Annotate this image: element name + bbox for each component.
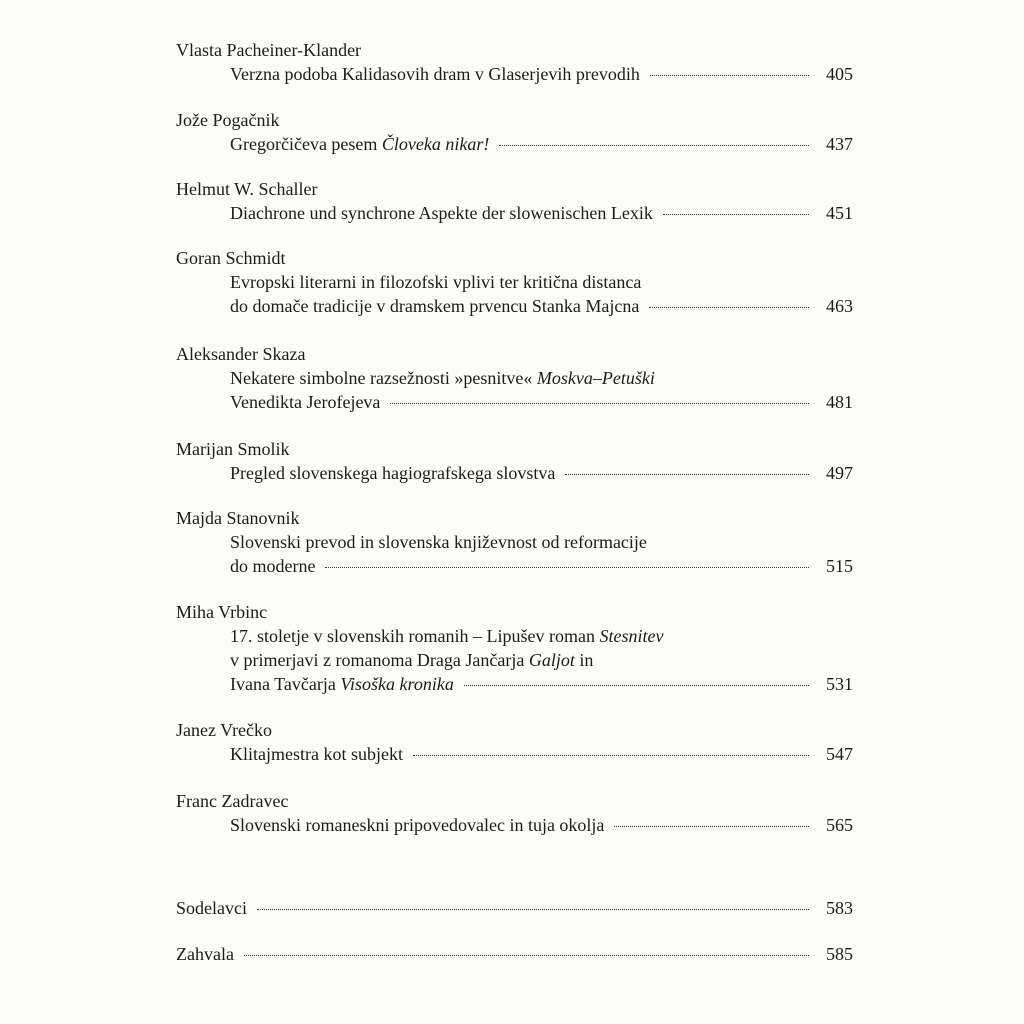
title-italic-segment: Človeka nikar! (381, 134, 490, 154)
title-segment: Ivana Tavčarja (230, 674, 341, 694)
appendix-title: Sodelavci (176, 898, 247, 918)
dot-leader (413, 755, 809, 756)
title-segment: Pregled slovenskega hagiografskega slovstva (230, 463, 556, 483)
dot-leader (499, 145, 809, 146)
appendix-row[interactable] (176, 942, 853, 966)
entry-title-row[interactable] (230, 390, 853, 414)
entry-title-row[interactable] (230, 672, 853, 696)
title-italic-segment: Stesnitev (599, 626, 664, 646)
entry-title-line (230, 461, 555, 485)
entry-title-line (230, 390, 380, 414)
page-number: 481 (826, 392, 853, 412)
entry-title-line (230, 270, 641, 294)
title-segment: Diachrone und synchrone Aspekte der slowenischen Lexik (230, 203, 653, 223)
page-number: 405 (826, 64, 853, 84)
dot-leader (464, 685, 809, 686)
title-segment: do moderne (230, 556, 316, 576)
appendix-title: Zahvala (176, 944, 234, 964)
title-segment: Slovenski prevod in slovenska književnost od reformacije (230, 532, 647, 552)
entry-author: Vlasta Pacheiner-Klander (176, 40, 362, 60)
title-segment: Nekatere simbolne razsežnosti »pesnitve« (230, 368, 537, 388)
title-segment: Klitajmestra kot subjekt (230, 744, 403, 764)
entry-title-line (230, 201, 653, 225)
entry-author: Miha Vrbinc (176, 602, 268, 622)
page-number: 463 (826, 296, 853, 316)
entry-title-row[interactable] (230, 554, 853, 578)
entry-title-line (230, 648, 593, 672)
dot-leader (244, 955, 809, 956)
entry-title-line (230, 554, 315, 578)
entry-title-line (230, 672, 454, 696)
title-segment: Slovenski romaneskni pripovedovalec in tuja okolja (230, 815, 605, 835)
title-italic-segment: Moskva–Petuški (536, 368, 655, 388)
page-number: 565 (826, 815, 853, 835)
entry-title-row[interactable] (230, 62, 853, 86)
entry-author: Franc Zadravec (176, 791, 289, 811)
entry-author: Helmut W. Schaller (176, 179, 318, 199)
entry-author: Janez Vrečko (176, 720, 273, 740)
entry-title-row[interactable] (230, 742, 853, 766)
title-segment: in (574, 650, 594, 670)
entry-title-line (230, 366, 655, 390)
title-segment: Gregorčičeva pesem (230, 134, 382, 154)
title-segment: v primerjavi z romanoma Draga Jančarja (230, 650, 529, 670)
entry-title-row[interactable] (230, 132, 853, 156)
entry-title-row[interactable] (230, 813, 853, 837)
page-number: 547 (826, 744, 853, 764)
entry-author: Jože Pogačnik (176, 110, 280, 130)
dot-leader (257, 909, 809, 910)
title-segment: Venedikta Jerofejeva (230, 392, 381, 412)
entry-author: Aleksander Skaza (176, 344, 306, 364)
page-number: 497 (826, 463, 853, 483)
page-number: 585 (826, 944, 853, 964)
dot-leader (565, 474, 809, 475)
dot-leader (325, 567, 809, 568)
page-number: 515 (826, 556, 853, 576)
title-segment: do domače tradicije v dramskem prvencu Stanka Majcna (230, 296, 640, 316)
entry-title-line (230, 624, 663, 648)
dot-leader (663, 214, 809, 215)
title-italic-segment: Galjot (528, 650, 575, 670)
appendix-row[interactable] (176, 896, 853, 920)
entry-title-line (230, 813, 604, 837)
dot-leader (390, 403, 809, 404)
entry-title-row[interactable] (230, 201, 853, 225)
title-italic-segment: Visoška kronika (340, 674, 454, 694)
entry-title-line (230, 742, 403, 766)
dot-leader (650, 75, 809, 76)
title-segment: 17. stoletje v slovenskih romanih – Lipušev roman (230, 626, 600, 646)
dot-leader (614, 826, 809, 827)
page-number: 451 (826, 203, 853, 223)
page-number: 437 (826, 134, 853, 154)
entry-author: Majda Stanovnik (176, 508, 300, 528)
title-segment: Verzna podoba Kalidasovih dram v Glaserjevih prevodih (230, 64, 640, 84)
entry-title-line (230, 62, 640, 86)
entry-title-row[interactable] (230, 294, 853, 318)
dot-leader (649, 307, 809, 308)
entry-title-line (230, 294, 639, 318)
page-number: 583 (826, 898, 853, 918)
entry-author: Marijan Smolik (176, 439, 290, 459)
entry-title-line (230, 132, 489, 156)
entry-author: Goran Schmidt (176, 248, 286, 268)
entry-title-row[interactable] (230, 461, 853, 485)
title-segment: Evropski literarni in filozofski vplivi ter kritična distanca (230, 272, 642, 292)
entry-title-line (230, 530, 647, 554)
page-number: 531 (826, 674, 853, 694)
